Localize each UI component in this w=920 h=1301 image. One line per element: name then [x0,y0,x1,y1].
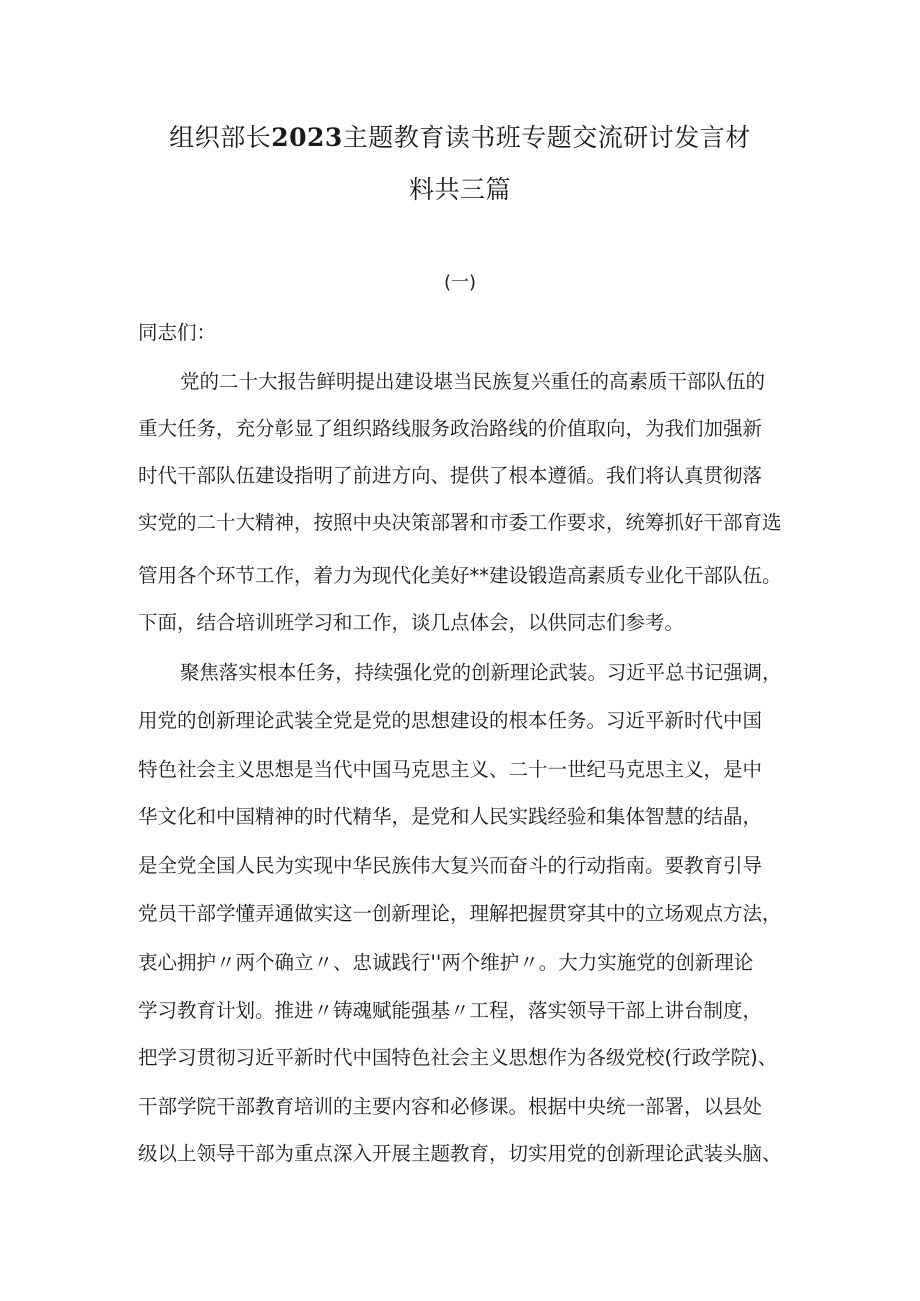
paragraph-line: 聚焦落实根本任务，持续强化党的创新理论武装。习近平总书记强调， [180,661,782,684]
paragraph-line: 特色社会主义思想是当代中国马克思主义、二十一世纪马克思主义，是中 [138,758,763,781]
section-number: (一) [443,272,477,293]
paragraph-line: 是全党全国人民为实现中华民族伟大复兴而奋斗的行动指南。要教育引导 [138,854,763,877]
paragraph-line: 党的二十大报告鲜明提出建设堪当民族复兴重任的高素质干部队伍的 [180,370,766,393]
paragraph-line: 下面，结合培训班学习和工作，谈几点体会，以供同志们参考。 [138,611,685,634]
title-suffix: 主题教育读书班专题交流研讨发言材 [342,123,751,152]
paragraph-line: 重大任务，充分彰显了组织路线服务政治路线的价值取向，为我们加强新 [138,417,763,440]
title-year: 2023 [271,123,343,152]
document-title-line-2: 料共三篇 [408,175,511,204]
paragraph-line: 学习教育计划。推进〃铸魂赋能强基〃工程，落实领导干部上讲台制度， [138,999,763,1022]
paragraph-line: 实党的二十大精神，按照中央决策部署和市委工作要求，统筹抓好干部育选 [138,511,782,534]
document-title-line-1 [0,118,920,154]
paragraph-line: 用党的创新理论武装全党是党的思想建设的根本任务。习近平新时代中国 [138,709,763,732]
paragraph-line: 衷心拥护〃两个确立〃、忠诚践行''两个维护〃。大力实施党的创新理论 [138,951,754,974]
paragraph-line: 把学习贯彻习近平新时代中国特色社会主义思想作为各级党校(行政学院)、 [138,1046,778,1069]
paragraph-line: 党员干部学懂弄通做实这一创新理论，理解把握贯穿其中的立场观点方法， [138,902,782,925]
salutation: 同志们： [138,321,217,344]
title-prefix: 组织部长 [169,123,272,152]
paragraph-line: 管用各个环节工作，着力为现代化美好**建设锻造高素质专业化干部队伍。 [138,564,782,587]
paragraph-line: 级以上领导干部为重点深入开展主题教育，切实用党的创新理论武装头脑、 [138,1142,782,1165]
paragraph-line: 干部学院干部教育培训的主要内容和必修课。根据中央统一部署，以县处 [138,1095,763,1118]
paragraph-line: 华文化和中国精神的时代精华，是党和人民实践经验和集体智慧的结晶， [138,805,763,828]
paragraph-line: 时代干部队伍建设指明了前进方向、提供了根本遵循。我们将认真贯彻落 [138,464,763,487]
